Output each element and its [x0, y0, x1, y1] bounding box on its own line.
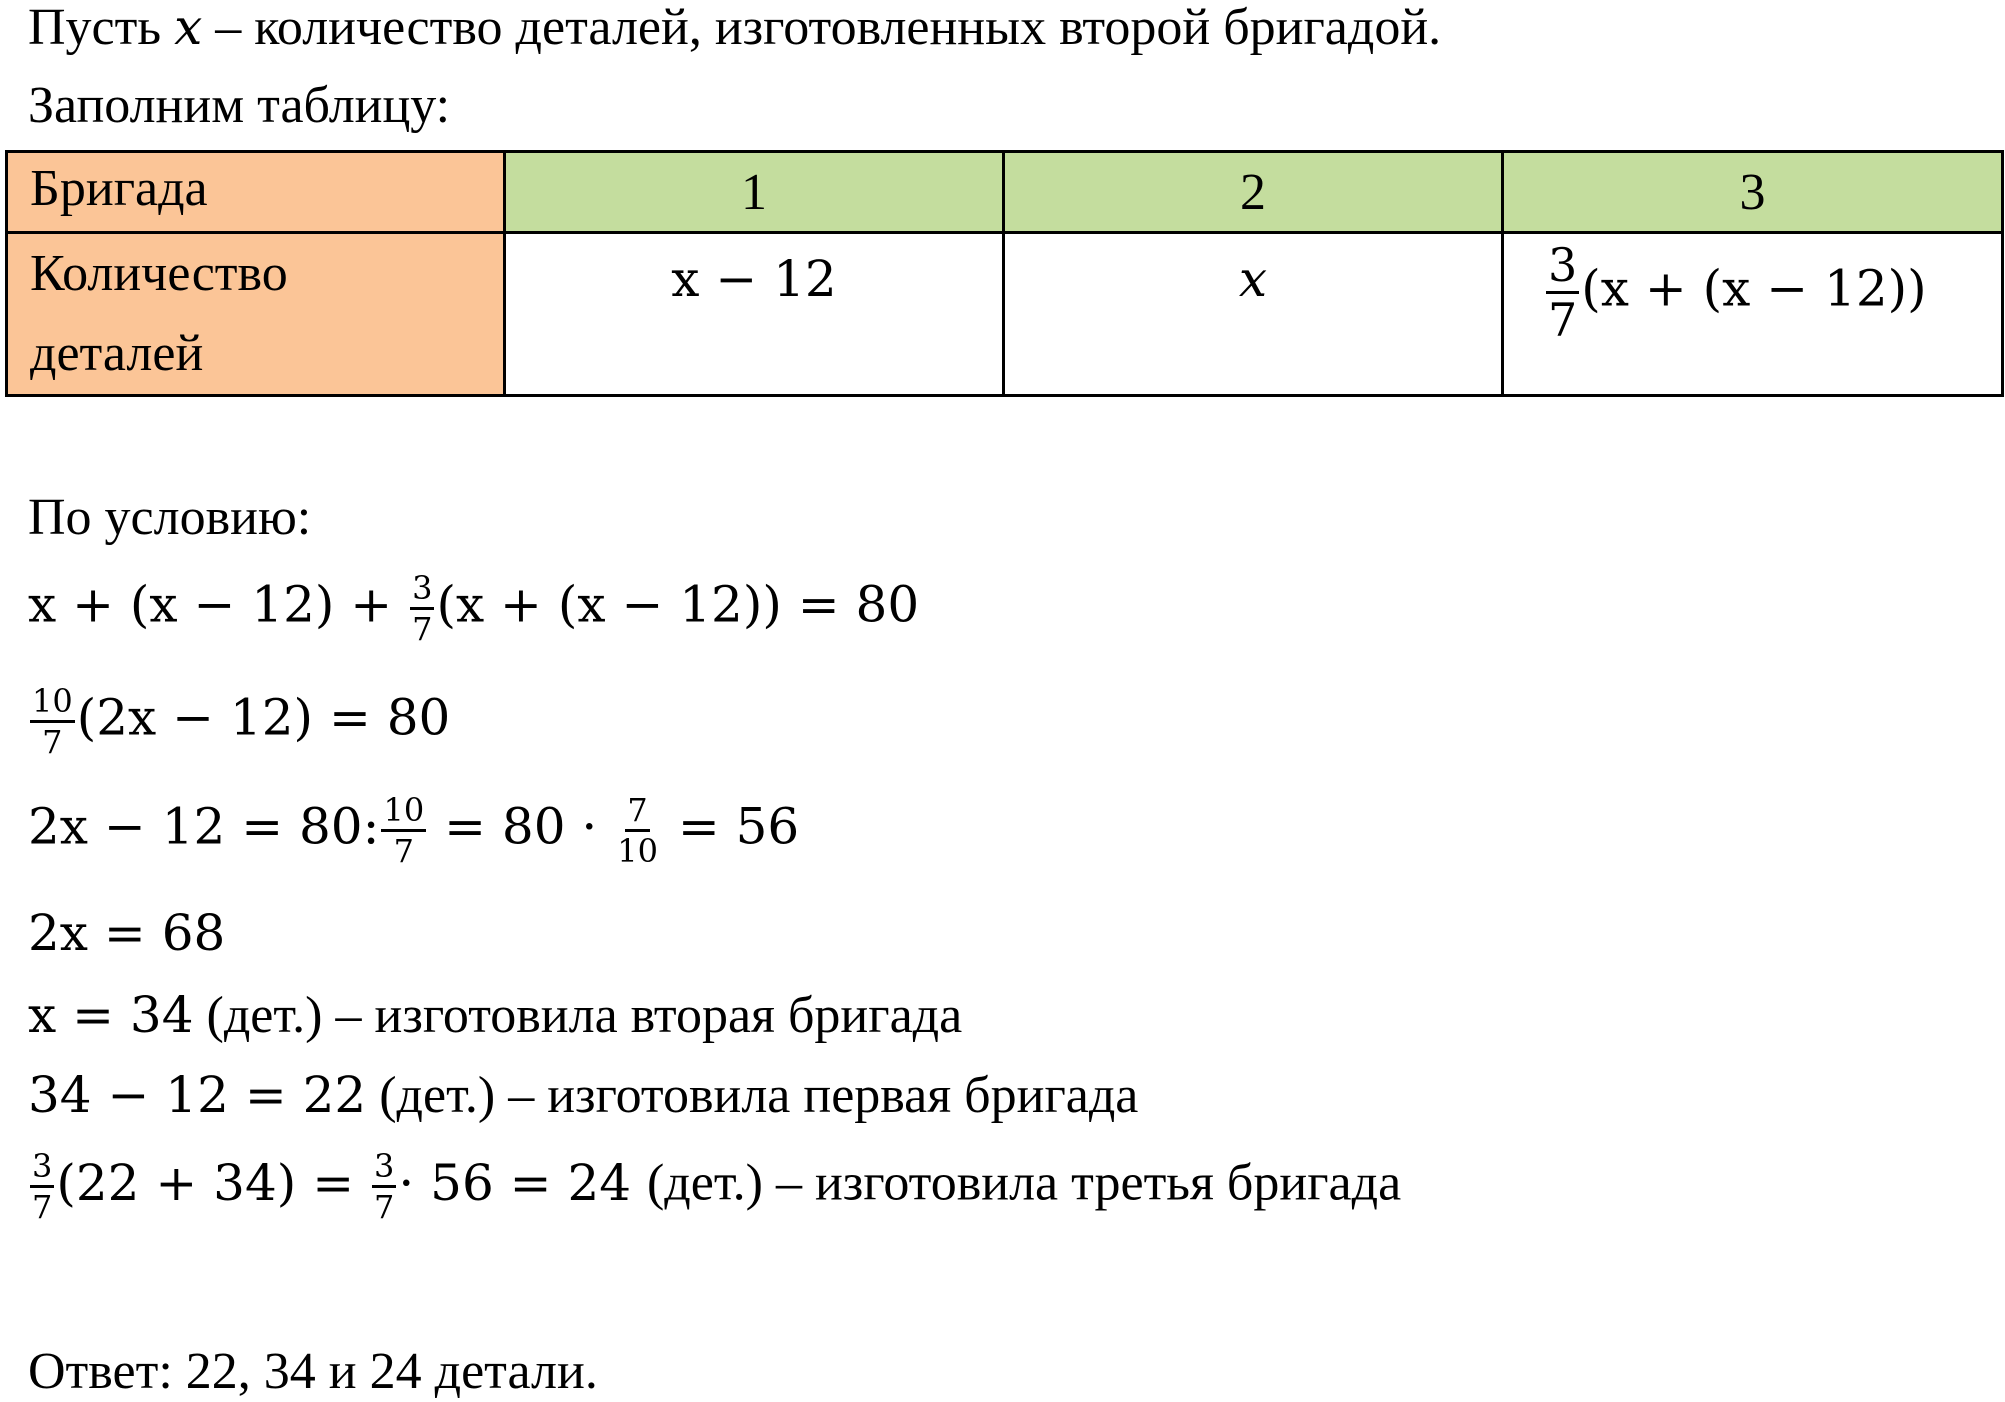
row-label-details	[7, 233, 505, 396]
equation-1	[28, 569, 920, 648]
equation-5-math: x = 34	[28, 986, 194, 1044]
row-label-details-line2: деталей	[30, 325, 204, 382]
equation-3-fraction-2	[615, 791, 660, 870]
fraction-denominator: 10	[617, 832, 658, 870]
equation-3	[28, 791, 800, 870]
equation-5-text: (дет.) – изготовила вторая бригада	[206, 987, 963, 1044]
fraction-denominator: 7	[374, 1188, 395, 1226]
equation-2-right: (2x − 12) = 80	[76, 688, 451, 747]
cell-brigade-2	[1004, 233, 1503, 396]
fraction-numerator: 3	[1548, 238, 1578, 292]
intro-line-1	[28, 2, 1441, 54]
intro-variable: x	[174, 0, 203, 56]
equation-2	[28, 682, 451, 761]
cell-brigade-1	[505, 233, 1004, 396]
table-row-details	[7, 233, 2003, 396]
equation-7	[28, 1147, 1402, 1226]
intro-let-prefix: Пусть	[28, 0, 162, 56]
equation-3-mid: = 80 ·	[444, 797, 598, 856]
header-brigade-2: 2	[1004, 152, 1503, 233]
fraction-numerator: 3	[30, 1150, 54, 1188]
table-header-row	[7, 152, 2003, 233]
equation-1-fraction	[410, 569, 434, 648]
equation-1-left: x + (x − 12) +	[28, 575, 393, 634]
equation-6-math: 34 − 12 = 22	[28, 1066, 367, 1124]
equation-7-fraction-1	[30, 1147, 54, 1226]
equation-6	[28, 1066, 1139, 1124]
equation-2-fraction	[30, 682, 75, 761]
fraction-numerator: 3	[410, 572, 434, 610]
cell-brigade-2-expr: x	[1238, 250, 1268, 308]
cell-brigade-3-fraction	[1546, 238, 1579, 347]
equation-7-math: · 56 = 24	[398, 1153, 632, 1212]
fraction-denominator: 7	[1548, 293, 1578, 347]
equation-4: 2x = 68	[28, 904, 226, 962]
row-label-details-line1: Количество	[30, 245, 288, 302]
equation-7-text: (дет.) – изготовила третья бригада	[646, 1154, 1402, 1212]
equation-7-mid: (22 + 34) =	[56, 1153, 355, 1212]
fraction-denominator: 7	[32, 1188, 53, 1226]
header-brigade-1: 1	[505, 152, 1004, 233]
brigade-table	[5, 150, 2004, 397]
fraction-numerator: 7	[625, 794, 649, 832]
equation-7-fraction-2	[372, 1147, 396, 1226]
fraction-numerator: 10	[30, 685, 75, 723]
answer: Ответ: 22, 34 и 24 детали.	[28, 1343, 598, 1400]
equation-5	[28, 986, 963, 1044]
cell-brigade-3-expr: (x + (x − 12))	[1581, 259, 1927, 318]
equation-6-text: (дет.) – изготовила первая бригада	[379, 1067, 1139, 1124]
cell-brigade-1-expr: x − 12	[671, 250, 837, 308]
equation-3-left: 2x − 12 = 80:	[28, 797, 380, 856]
equation-1-right: (x + (x − 12)) = 80	[436, 575, 920, 634]
row-label-brigade: Бригада	[7, 152, 505, 233]
condition-label: По условию:	[28, 489, 312, 546]
fraction-numerator: 3	[372, 1150, 396, 1188]
equation-3-right: = 56	[677, 797, 800, 856]
fraction-denominator: 7	[393, 832, 414, 870]
intro-fill-table: Заполним таблицу:	[28, 77, 451, 134]
fraction-denominator: 7	[412, 610, 433, 648]
fraction-numerator: 10	[381, 794, 426, 832]
equation-3-fraction-1	[381, 791, 426, 870]
fraction-denominator: 7	[42, 723, 63, 761]
cell-brigade-3	[1503, 233, 2003, 396]
intro-let-suffix: – количество деталей, изготовленных второй бригадой.	[215, 0, 1442, 56]
header-brigade-3: 3	[1503, 152, 2003, 233]
